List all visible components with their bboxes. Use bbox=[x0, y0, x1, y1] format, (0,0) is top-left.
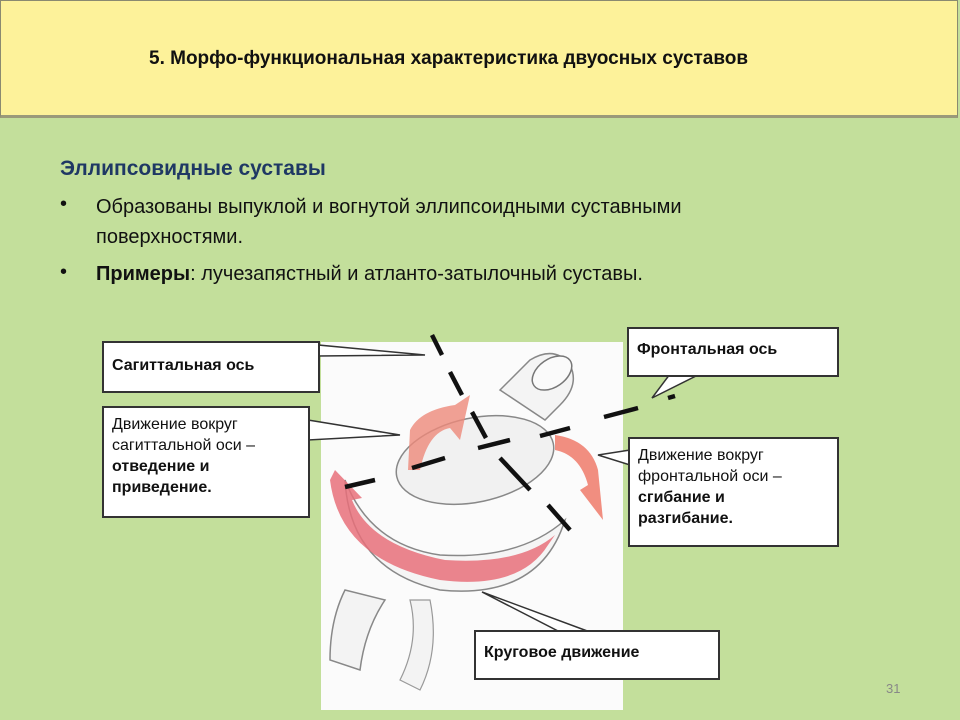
bullet-marker: • bbox=[60, 261, 68, 283]
bone-shaft-lower bbox=[330, 590, 385, 670]
sagittal-motion-callout bbox=[102, 406, 310, 518]
sagittal-axis-pointer bbox=[318, 345, 425, 356]
sagittal-axis-label: Сагиттальная ось bbox=[112, 357, 255, 374]
frontal-motion-callout bbox=[628, 437, 839, 547]
sagittal-motion-line-4: приведение. bbox=[112, 479, 212, 496]
frontal-axis-pointer bbox=[652, 374, 700, 398]
frontal-motion-line-4: разгибание. bbox=[638, 510, 733, 527]
frontal-motion-line-3: сгибание и bbox=[638, 489, 725, 506]
section-heading: Эллипсовидные суставы bbox=[60, 157, 326, 180]
slide-number: 31 bbox=[886, 681, 901, 696]
bullet-1-line-2: поверхностями. bbox=[96, 226, 244, 248]
frontal-motion-line-2: фронтальной оси – bbox=[638, 468, 782, 485]
circular-motion-callout bbox=[474, 630, 720, 680]
circular-motion-pointer bbox=[482, 592, 590, 632]
sagittal-motion-line-1: Движение вокруг bbox=[112, 416, 238, 433]
frontal-axis-callout bbox=[627, 327, 839, 377]
frontal-motion-line-1: Движение вокруг bbox=[638, 447, 764, 464]
examples-label: Примеры bbox=[96, 263, 191, 285]
examples-text: : лучезапястный и атланто-затылочный суставы. bbox=[190, 263, 643, 285]
sagittal-motion-pointer bbox=[308, 420, 400, 440]
frontal-axis-label: Фронтальная ось bbox=[637, 341, 778, 358]
circular-motion-label: Круговое движение bbox=[484, 644, 640, 661]
sagittal-axis-callout bbox=[102, 341, 320, 393]
frontal-motion-pointer bbox=[598, 450, 630, 465]
bullet-1-line-1: Образованы выпуклой и вогнутой эллипсоидными суставными bbox=[96, 196, 682, 218]
sagittal-motion-line-2: сагиттальной оси – bbox=[112, 437, 256, 454]
bullet-marker: • bbox=[60, 193, 68, 215]
bone-shaft-lower-2 bbox=[400, 600, 433, 690]
slide-title: 5. Морфо-функциональная характеристика двуосных суставов bbox=[149, 48, 749, 69]
frontal-motion-arrow bbox=[555, 435, 603, 520]
sagittal-motion-line-3: отведение и bbox=[112, 458, 210, 475]
